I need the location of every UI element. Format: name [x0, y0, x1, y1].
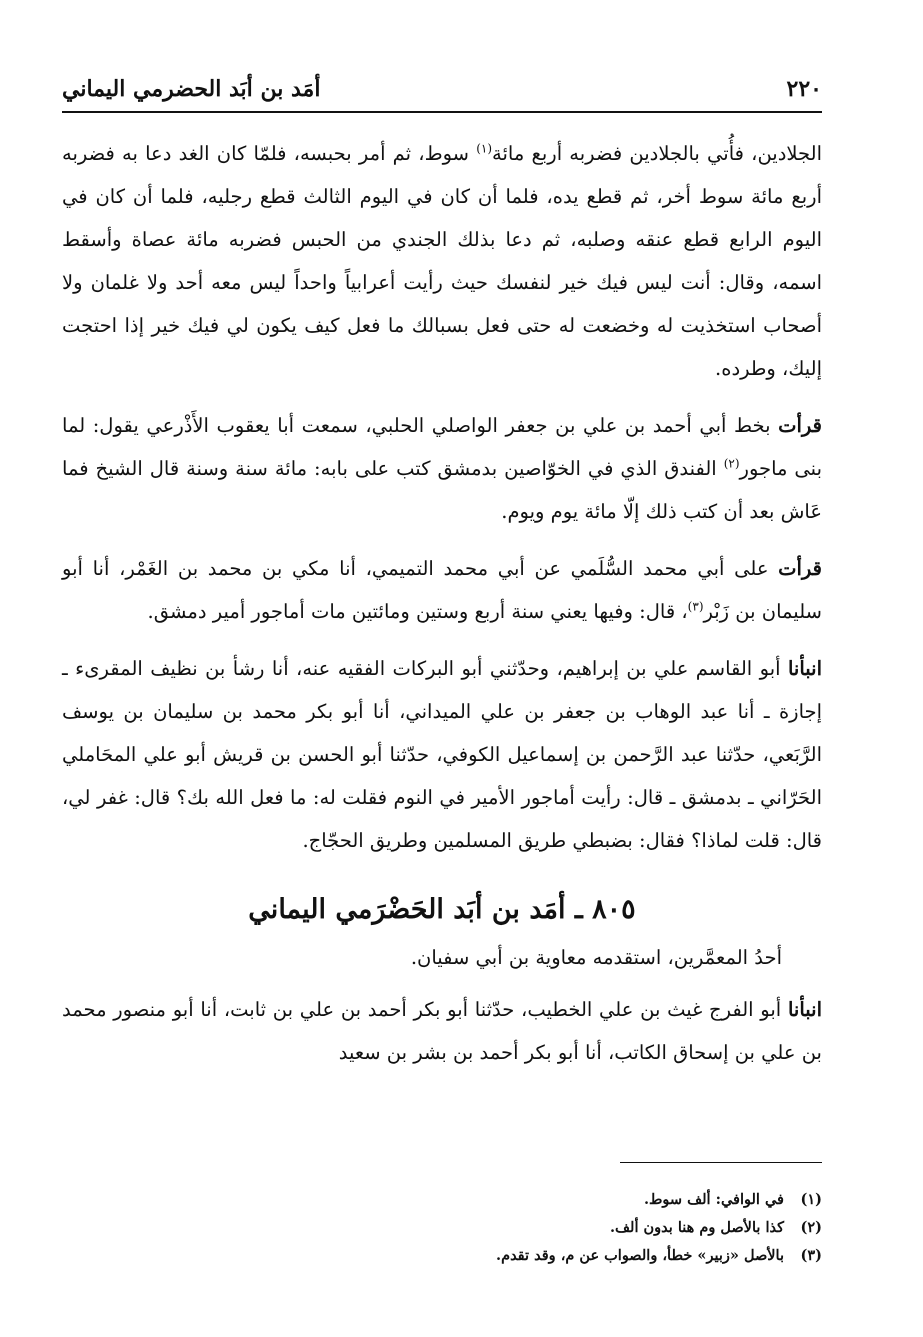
paragraph-text: أبو الفرج غيث بن علي الخطيب، حدّثنا أبو بكر أحمد بن علي بن ثابت، أنا أبو منصور محمد بن علي بن إسحاق الكاتب، أنا أبو بكر أحمد بن بشر بن سعيد [62, 998, 822, 1064]
footnote-2 [62, 1214, 822, 1242]
footnote-text: في الوافي: ألف سوط. [643, 1191, 784, 1208]
header-rule [62, 111, 822, 113]
paragraph-text: على أبي محمد السُّلَمي عن أبي محمد التميمي، أنا مكي بن محمد بن الغَمْر، أنا أبو سليمان بن زَبْر [62, 557, 822, 623]
paragraph-4 [62, 647, 822, 862]
footnote-number: (٢) [800, 1219, 822, 1236]
footnote-rule [620, 1162, 822, 1163]
footnote-ref-1: (١) [476, 141, 493, 156]
footnote-number: (١) [800, 1191, 822, 1208]
paragraph-1 [62, 132, 822, 390]
footnote-ref-3: (٣) [687, 599, 704, 614]
entry-subtitle: أحدُ المعمَّرين، استقدمه معاوية بن أبي سفيان. [410, 946, 782, 969]
running-title: أمَد بن أبَد الحضرمي اليماني [62, 76, 321, 102]
paragraph-lead-word: قرأت [778, 557, 822, 580]
paragraph-text: سوط، ثم أمر بحبسه، فلمّا كان الغد دعا به فضربه أربع مائة سوط أخر، ثم قطع يده، فلما أن كان في اليوم الثالث قطع رجليه، فلما أن كان في اليوم الرابع قطع عنقه وصلبه، ثم دعا بذلك الجندي من الحبس فضربه مائة عصاة وأسقط اسمه، وقال: أنت ليس فيك خير لنفسك حيث رأيت أعرابياً واحداً ليس معه أحد ولا غلمان ولا أصحاب استخذيت له وخضعت له حتى فعل بسبالك ما فعل كيف يكون لي فيك خير إذا احتجت إليك، وطرده. [62, 142, 822, 380]
paragraph-text: الفندق الذي في الخوّاصين بدمشق كتب على بابه: مائة سنة وسنة قال الشيخ فما عَاش بعد أن كتب ذلك إلّا مائة يوم ويوم. [62, 457, 822, 523]
paragraph-2 [62, 404, 822, 533]
paragraph-3 [62, 547, 822, 633]
footnotes [62, 1186, 822, 1270]
page-number: ٢٢٠ [786, 76, 822, 102]
footnote-text: كذا بالأصل وم هنا بدون ألف. [609, 1219, 784, 1236]
footnote-ref-2: (٢) [723, 456, 740, 471]
footnote-number: (٣) [800, 1247, 822, 1264]
paragraph-lead-word: انبأنا [787, 998, 822, 1021]
paragraph-lead-word: قرأت [778, 414, 822, 437]
paragraph-5 [62, 988, 822, 1074]
entry-heading: ٨٠٥ ـ أمَد بن أبَد الحَضْرَمي اليماني [248, 894, 636, 925]
page-header [62, 72, 822, 108]
paragraph-lead-word: انبأنا [787, 657, 822, 680]
paragraph-text: أبو القاسم علي بن إبراهيم، وحدّثني أبو البركات الفقيه عنه، أنا رشأ بن نظيف المقرىء ـ إجازة ـ أنا عبد الوهاب بن جعفر بن علي الميداني، أنا أبو بكر محمد بن سليمان بن يوسف الرَّبَعي، حدّثنا عبد الرَّحمن بن إسماعيل الكوفي، حدّثنا أبو الحسن بن قريش أبو علي المحَاملي الحَرّاني ـ بدمشق ـ قال: رأيت أماجور الأمير في النوم فقلت له: ما فعل الله بك؟ قال: غفر لي، قال: قلت لماذا؟ فقال: بضبطي طريق المسلمين وطريق الحجّاج. [62, 657, 822, 852]
paragraph-text: الجلادين، فأُتي بالجلادين فضربه أربع مائة [492, 142, 822, 165]
footnote-3 [62, 1242, 822, 1270]
footnote-1 [62, 1186, 822, 1214]
footnote-text: بالأصل «زبير» خطأ، والصواب عن م، وقد تقدم. [496, 1247, 784, 1264]
paragraph-text: ، قال: وفيها يعني سنة أربع وستين ومائتين مات أماجور أمير دمشق. [147, 600, 688, 623]
paragraph-text: بخط أبي أحمد بن علي بن جعفر الواصلي الحلبي، سمعت أبا يعقوب الأَذْرعي يقول: لما بنى ماجور [62, 414, 822, 480]
main-text [62, 132, 822, 1088]
